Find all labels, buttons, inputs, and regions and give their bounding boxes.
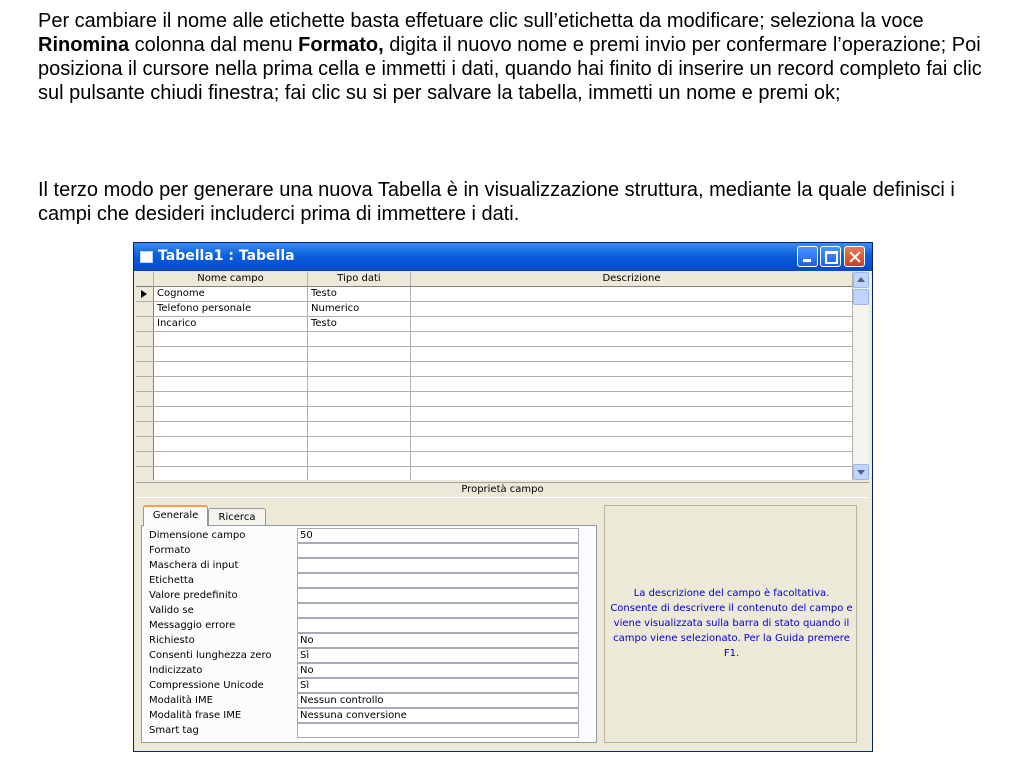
description-cell[interactable]: [411, 347, 853, 362]
table-row[interactable]: [136, 347, 853, 362]
row-selector[interactable]: [136, 437, 154, 452]
tab-generale[interactable]: Generale: [143, 505, 208, 526]
data-type-cell[interactable]: [308, 467, 411, 480]
row-selector[interactable]: [136, 302, 154, 317]
field-name-cell[interactable]: [154, 377, 308, 392]
property-label: Formato: [149, 545, 191, 556]
data-type-cell[interactable]: [308, 332, 411, 347]
data-type-cell[interactable]: [308, 437, 411, 452]
scroll-down-icon[interactable]: [853, 464, 869, 480]
table-row[interactable]: [136, 317, 853, 332]
property-row: [149, 648, 579, 663]
row-selector[interactable]: [136, 317, 154, 332]
property-label: Richiesto: [149, 635, 195, 646]
property-label: Dimensione campo: [149, 530, 246, 541]
property-value-field[interactable]: [297, 723, 579, 738]
data-type-cell[interactable]: [308, 362, 411, 377]
property-row: [149, 708, 579, 723]
bold-term: Formato,: [298, 34, 384, 56]
field-name-cell[interactable]: [154, 452, 308, 467]
property-label: Messaggio errore: [149, 620, 236, 631]
data-type-cell[interactable]: Testo: [308, 287, 411, 302]
field-name-cell[interactable]: [154, 437, 308, 452]
property-label: Modalità frase IME: [149, 710, 242, 721]
description-cell[interactable]: [411, 452, 853, 467]
table-row[interactable]: [136, 302, 853, 317]
table-row[interactable]: [136, 407, 853, 422]
header-descrizione[interactable]: Descrizione: [411, 272, 853, 287]
scroll-thumb[interactable]: [853, 289, 869, 305]
property-label: Compressione Unicode: [149, 680, 264, 691]
table-icon: [140, 251, 153, 263]
grid-header-row: [136, 272, 853, 287]
field-name-cell[interactable]: [154, 332, 308, 347]
window-titlebar[interactable]: [134, 243, 872, 271]
field-design-grid: [136, 272, 853, 480]
property-value-field[interactable]: No: [297, 633, 579, 648]
property-label: Consenti lunghezza zero: [149, 650, 272, 661]
description-cell[interactable]: [411, 317, 853, 332]
field-name-cell[interactable]: [154, 407, 308, 422]
data-type-cell[interactable]: [308, 392, 411, 407]
current-row-arrow-icon: [141, 290, 147, 298]
property-label: Indicizzato: [149, 665, 203, 676]
field-name-cell[interactable]: Cognome: [154, 287, 308, 302]
property-row: [149, 588, 579, 603]
row-selector[interactable]: [136, 407, 154, 422]
instruction-paragraph-1: [38, 9, 998, 105]
property-label: Etichetta: [149, 575, 194, 586]
tab-ricerca[interactable]: Ricerca: [208, 508, 266, 527]
property-value-field[interactable]: [297, 543, 579, 558]
table-row[interactable]: [136, 362, 853, 377]
field-properties-title: Proprietà campo: [136, 482, 869, 498]
description-cell[interactable]: [411, 407, 853, 422]
table-row[interactable]: [136, 467, 853, 480]
text-run: digita il nuovo nome e premi invio per confermare l’operazione; Poi posiziona il cursore nella prima cella e immetti i dati, quando hai finito di inserire un record completo fai clic sul pulsante chiudi finestra; fai clic su si per salvare la tabella, immetti un nome e premi ok;: [38, 34, 982, 104]
property-value-field[interactable]: [297, 603, 579, 618]
data-type-cell[interactable]: Numerico: [308, 302, 411, 317]
property-value-field[interactable]: Sì: [297, 648, 579, 663]
description-cell[interactable]: [411, 362, 853, 377]
property-label: Valore predefinito: [149, 590, 238, 601]
property-value-field[interactable]: [297, 618, 579, 633]
property-value-field[interactable]: [297, 573, 579, 588]
description-cell[interactable]: [411, 332, 853, 347]
header-nome-campo[interactable]: Nome campo: [154, 272, 308, 287]
table-row[interactable]: [136, 422, 853, 437]
header-tipo-dati[interactable]: Tipo dati: [308, 272, 411, 287]
instruction-paragraph-2: Il terzo modo per generare una nuova Tabella è in visualizzazione struttura, mediante la quale definisci i campi che desideri includerci prima di immettere i dati.: [38, 179, 955, 225]
property-help-text: La descrizione del campo è facoltativa. Consente di descrivere il contenuto del campo e viene visualizzata sulla barra di stato quando il campo viene selezionato. Per la Guida premere F1.: [610, 588, 853, 659]
property-label: Maschera di input: [149, 560, 239, 571]
data-type-cell[interactable]: [308, 422, 411, 437]
row-selector[interactable]: [136, 377, 154, 392]
property-value-field[interactable]: 50: [297, 528, 579, 543]
property-value-field[interactable]: [297, 588, 579, 603]
row-selector[interactable]: [136, 287, 154, 302]
field-name-cell[interactable]: [154, 467, 308, 480]
field-name-cell[interactable]: Telefono personale: [154, 302, 308, 317]
text-run: Per cambiare il nome alle etichette basta effetuare clic sull’etichetta da modificare; seleziona la voce: [38, 10, 924, 32]
property-value-field[interactable]: [297, 558, 579, 573]
general-properties-panel: [141, 525, 597, 743]
field-name-cell[interactable]: [154, 422, 308, 437]
property-row: [149, 528, 579, 543]
row-selector[interactable]: [136, 452, 154, 467]
row-selector-header: [136, 272, 154, 287]
table-row[interactable]: [136, 437, 853, 452]
property-row: [149, 573, 579, 588]
grid-scrollbar[interactable]: [853, 272, 869, 480]
description-cell[interactable]: [411, 467, 853, 480]
row-selector[interactable]: [136, 422, 154, 437]
property-row: [149, 723, 579, 738]
table-row[interactable]: [136, 287, 853, 302]
scroll-up-icon[interactable]: [853, 272, 869, 288]
data-type-cell[interactable]: [308, 407, 411, 422]
row-selector[interactable]: [136, 332, 154, 347]
description-cell[interactable]: [411, 392, 853, 407]
property-row: [149, 633, 579, 648]
property-row: [149, 618, 579, 633]
property-row: [149, 693, 579, 708]
table-row[interactable]: [136, 452, 853, 467]
row-selector[interactable]: [136, 392, 154, 407]
property-label: Smart tag: [149, 725, 199, 736]
description-cell[interactable]: [411, 437, 853, 452]
data-type-cell[interactable]: [308, 347, 411, 362]
property-row: [149, 603, 579, 618]
row-selector[interactable]: [136, 347, 154, 362]
property-row: [149, 663, 579, 678]
description-cell[interactable]: [411, 302, 853, 317]
property-value-field[interactable]: Sì: [297, 678, 579, 693]
data-type-cell[interactable]: [308, 452, 411, 467]
property-row: [149, 678, 579, 693]
table-design-window: [133, 242, 873, 752]
bold-term: Rinomina: [38, 34, 130, 56]
data-type-cell[interactable]: [308, 377, 411, 392]
property-value-field[interactable]: No: [297, 663, 579, 678]
row-selector[interactable]: [136, 467, 154, 480]
property-row: [149, 543, 579, 558]
field-name-cell[interactable]: [154, 392, 308, 407]
description-cell[interactable]: [411, 422, 853, 437]
minimize-icon[interactable]: [797, 246, 818, 267]
row-selector[interactable]: [136, 362, 154, 377]
description-cell[interactable]: [411, 287, 853, 302]
property-row: [149, 558, 579, 573]
data-type-cell[interactable]: Testo: [308, 317, 411, 332]
property-help-box: [604, 505, 857, 743]
table-row[interactable]: [136, 332, 853, 347]
field-name-cell[interactable]: [154, 347, 308, 362]
field-name-cell[interactable]: Incarico: [154, 317, 308, 332]
table-row[interactable]: [136, 392, 853, 407]
property-label: Valido se: [149, 605, 194, 616]
field-name-cell[interactable]: [154, 362, 308, 377]
text-run: colonna dal menu: [129, 34, 299, 56]
table-row[interactable]: [136, 377, 853, 392]
close-icon[interactable]: [844, 246, 865, 267]
property-value-field[interactable]: Nessuna conversione: [297, 708, 579, 723]
maximize-icon[interactable]: [820, 246, 841, 267]
description-cell[interactable]: [411, 377, 853, 392]
property-value-field[interactable]: Nessun controllo: [297, 693, 579, 708]
property-label: Modalità IME: [149, 695, 213, 706]
window-title: Tabella1 : Tabella: [158, 248, 295, 264]
